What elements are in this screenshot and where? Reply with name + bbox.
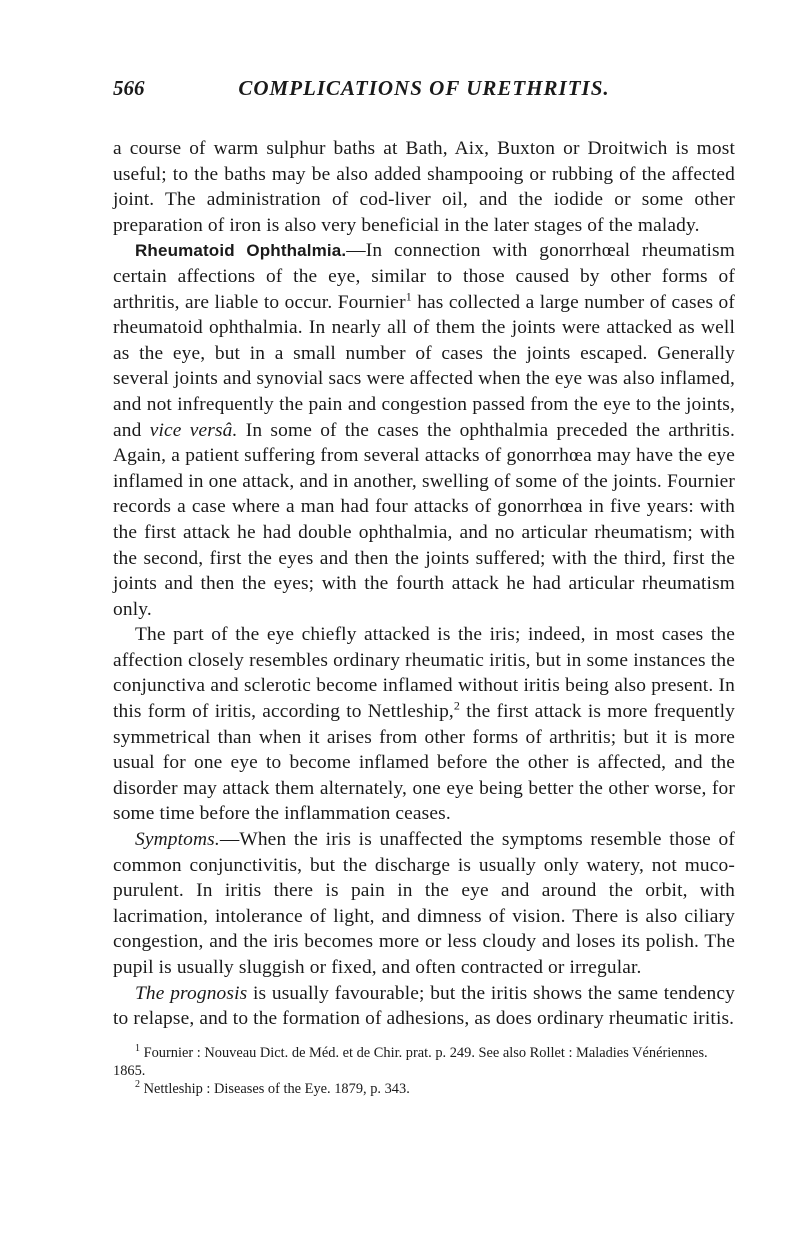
paragraph-text: a course of warm sulphur baths at Bath, Aix, Buxton or Droitwich is most useful; to the baths may be also added shampooing or rubbing of the affected joint. The administration of cod-liver oil, and the iodide or some other preparation of iron is also very beneficial in the later stages of the malady. [113,138,735,236]
section-heading-italic: The prognosis [135,982,248,1004]
paragraph [113,136,735,238]
footnote [113,1080,735,1098]
body-text [113,136,735,1032]
paragraph [113,238,735,622]
paragraph-text: is usually favourable; but the iritis shows the same tendency to relapse, and to the formation of adhesions, as does ordinary rheumatic iritis. [113,982,735,1030]
section-heading-italic: Symptoms. [135,829,220,851]
running-head [113,76,735,106]
paragraph [113,827,735,981]
footnote-text: Fournier : Nouveau Dict. de Méd. et de Chir. prat. p. 249. See also Rollet : Maladies Vénériennes. 1865. [113,1044,708,1079]
paragraph-text: —In connection with gonorrhœal rheumatism certain affections of the eye, similar to those caused by other forms of arthritis, are liable to occur. Fournier [113,240,735,313]
paragraph-text: —When the iris is unaffected the symptoms resemble those of common conjunctivitis, but the discharge is usually only watery, not muco-purulent. In iritis there is pain in the eye and around the orbit, with lacrimation, intolerance of light, and dimness of vision. There is also ciliary congestion, and the iris becomes more or less cloudy and loses its polish. The pupil is usually sluggish or fixed, and often contracted or irregular. [113,829,735,978]
footnote-marker: 2 [135,1078,140,1090]
page-number: 566 [113,76,145,100]
paragraph [113,622,735,827]
footnote-reference: 2 [453,698,461,713]
footnote-marker: 1 [135,1042,140,1054]
paragraph-text: In some of the cases the ophthalmia preceded the arthritis. Again, a patient suffering from several attacks of gonorrhœa may have the eye inflamed in one attack, and in another, swelling of some of the joints. Fournier records a case where a man had four attacks of gonorrhœa in five years: with the first attack he had double ophthalmia, and no articular rheumatism; with the second, first the eyes and then the joints suffered; with the third, first the joints and then the eyes; with the fourth attack he had articular rheumatism only. [113,419,735,620]
section-heading: Rheumatoid Ophthalmia. [135,241,347,261]
italic-phrase: vice versâ. [149,419,238,441]
running-title: COMPLICATIONS OF URETHRITIS. [238,76,610,100]
footnote-text: Nettleship : Diseases of the Eye. 1879, p. 343. [143,1080,410,1097]
footnote-reference: 1 [405,289,412,304]
paragraph-text: The part of the eye chiefly attacked is the iris; indeed, in most cases the affection closely resembles ordinary rheumatic iritis, but in some instances the conjunctiva and sclerotic become inflamed without iritis being also present. In this form of iritis, according to Nettleship, [113,624,735,723]
book-page [113,76,735,1098]
paragraph-text: the first attack is more frequently symmetrical than when it arises from other forms of arthritis; but it is more usual for one eye to become inflamed before the other is affected, and the disorder may attack them alternately, one eye being better the other worse, for some time before the inflammation ceases. [113,701,735,825]
paragraph-text: has collected a large number of cases of rheumatoid ophthalmia. In nearly all of them the joints were attacked as well as the eye, but in a small number of cases the joints escaped. Generally several joints and synovial sacs were affected when the eye was also inflamed, and not infrequently the pain and congestion passed from the eye to the joints, and [113,291,736,441]
paragraph [113,981,735,1032]
footnote [113,1044,735,1080]
footnotes [113,1044,735,1098]
